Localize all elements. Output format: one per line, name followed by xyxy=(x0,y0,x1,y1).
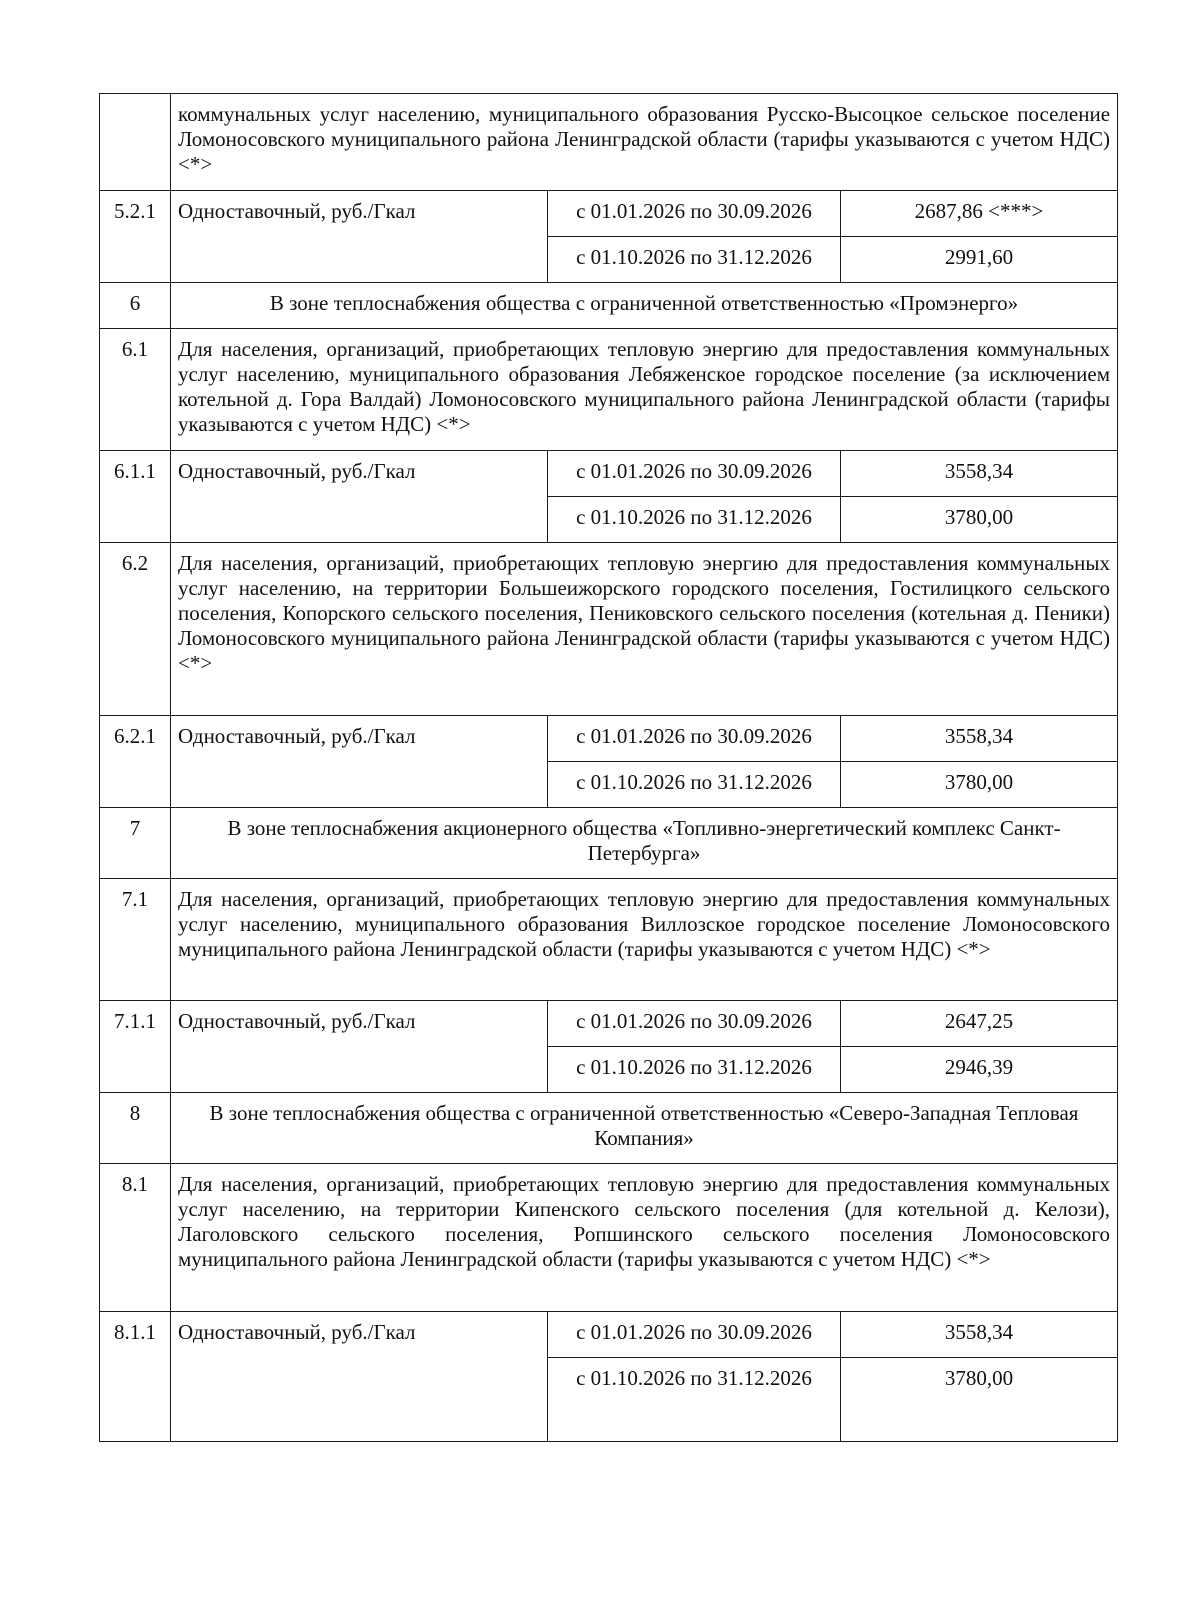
row-number: 8.1 xyxy=(100,1164,171,1312)
table-row xyxy=(100,1093,1118,1164)
table-row xyxy=(100,451,1118,497)
tariff-value-1: 3558,34 xyxy=(841,1312,1118,1358)
tariff-value-2: 2991,60 xyxy=(841,237,1118,283)
row-number: 7.1 xyxy=(100,879,171,1001)
table-row xyxy=(100,191,1118,237)
period-2: с 01.10.2026 по 31.12.2026 xyxy=(548,1358,841,1442)
zone-heading: В зоне теплоснабжения общества с ограниченной ответственностью «Северо-Западная Тепловая Компания» xyxy=(171,1093,1118,1164)
tariff-value-1: 2687,86 <***> xyxy=(841,191,1118,237)
tariff-table xyxy=(99,93,1118,1442)
row-number: 7 xyxy=(100,808,171,879)
table-row xyxy=(100,329,1118,451)
period-1: с 01.01.2026 по 30.09.2026 xyxy=(548,191,841,237)
row-number: 6 xyxy=(100,283,171,329)
tariff-value-1: 2647,25 xyxy=(841,1001,1118,1047)
tariff-value-2: 3780,00 xyxy=(841,1358,1118,1442)
table-row xyxy=(100,716,1118,762)
zone-heading: В зоне теплоснабжения акционерного общества «Топливно-энергетический комплекс Санкт-Петербурга» xyxy=(171,808,1118,879)
zone-heading: В зоне теплоснабжения общества с ограниченной ответственностью «Промэнерго» xyxy=(171,283,1118,329)
table-row xyxy=(100,283,1118,329)
row-number: 6.1.1 xyxy=(100,451,171,543)
tariff-name: Одноставочный, руб./Гкал xyxy=(171,716,548,808)
tariff-name: Одноставочный, руб./Гкал xyxy=(171,191,548,283)
period-2: с 01.10.2026 по 31.12.2026 xyxy=(548,237,841,283)
tariff-name: Одноставочный, руб./Гкал xyxy=(171,451,548,543)
tariff-name: Одноставочный, руб./Гкал xyxy=(171,1001,548,1093)
period-2: с 01.10.2026 по 31.12.2026 xyxy=(548,1047,841,1093)
tariff-value-1: 3558,34 xyxy=(841,451,1118,497)
tariff-value-1: 3558,34 xyxy=(841,716,1118,762)
period-1: с 01.01.2026 по 30.09.2026 xyxy=(548,716,841,762)
period-1: с 01.01.2026 по 30.09.2026 xyxy=(548,1312,841,1358)
tariff-name: Одноставочный, руб./Гкал xyxy=(171,1312,548,1442)
table-row xyxy=(100,94,1118,191)
row-number xyxy=(100,94,171,191)
row-description: Для населения, организаций, приобретающих тепловую энергию для предоставления коммунальных услуг населению, на территории Большеижорского городского поселения, Гостилицкого сельского поселения, Копорского сельского поселения, Пениковского сельского поселения (котельная д. Пеники) Ломоносовского муниципального района Ленинградской области (тарифы указываются с учетом НДС) <*> xyxy=(171,543,1118,716)
row-description: коммунальных услуг населению, муниципального образования Русско-Высоцкое сельское поселение Ломоносовского муниципального района Ленинградской области (тарифы указываются с учетом НДС) <*> xyxy=(171,94,1118,191)
row-number: 5.2.1 xyxy=(100,191,171,283)
row-description: Для населения, организаций, приобретающих тепловую энергию для предоставления коммунальных услуг населению, на территории Кипенского сельского поселения (для котельной д. Келози), Лаголовского сельского поселения, Ропшинского сельского поселения Ломоносовского муниципального района Ленинградской области (тарифы указываются с учетом НДС) <*> xyxy=(171,1164,1118,1312)
row-description: Для населения, организаций, приобретающих тепловую энергию для предоставления коммунальных услуг населению, муниципального образования Виллозское городское поселение Ломоносовского муниципального района Ленинградской области (тарифы указываются с учетом НДС) <*> xyxy=(171,879,1118,1001)
row-number: 6.2 xyxy=(100,543,171,716)
table-row xyxy=(100,1001,1118,1047)
row-description: Для населения, организаций, приобретающих тепловую энергию для предоставления коммунальных услуг населению, муниципального образования Лебяженское городское поселение (за исключением котельной д. Гора Валдай) Ломоносовского муниципального района Ленинградской области (тарифы указываются с учетом НДС) <*> xyxy=(171,329,1118,451)
period-2: с 01.10.2026 по 31.12.2026 xyxy=(548,762,841,808)
table-row xyxy=(100,543,1118,716)
row-number: 6.2.1 xyxy=(100,716,171,808)
row-number: 6.1 xyxy=(100,329,171,451)
row-number: 8.1.1 xyxy=(100,1312,171,1442)
table-row xyxy=(100,1164,1118,1312)
period-2: с 01.10.2026 по 31.12.2026 xyxy=(548,497,841,543)
tariff-value-2: 3780,00 xyxy=(841,762,1118,808)
table-row xyxy=(100,808,1118,879)
tariff-value-2: 3780,00 xyxy=(841,497,1118,543)
row-number: 7.1.1 xyxy=(100,1001,171,1093)
table-row xyxy=(100,1312,1118,1358)
period-1: с 01.01.2026 по 30.09.2026 xyxy=(548,1001,841,1047)
tariff-value-2: 2946,39 xyxy=(841,1047,1118,1093)
table-row xyxy=(100,879,1118,1001)
row-number: 8 xyxy=(100,1093,171,1164)
period-1: с 01.01.2026 по 30.09.2026 xyxy=(548,451,841,497)
